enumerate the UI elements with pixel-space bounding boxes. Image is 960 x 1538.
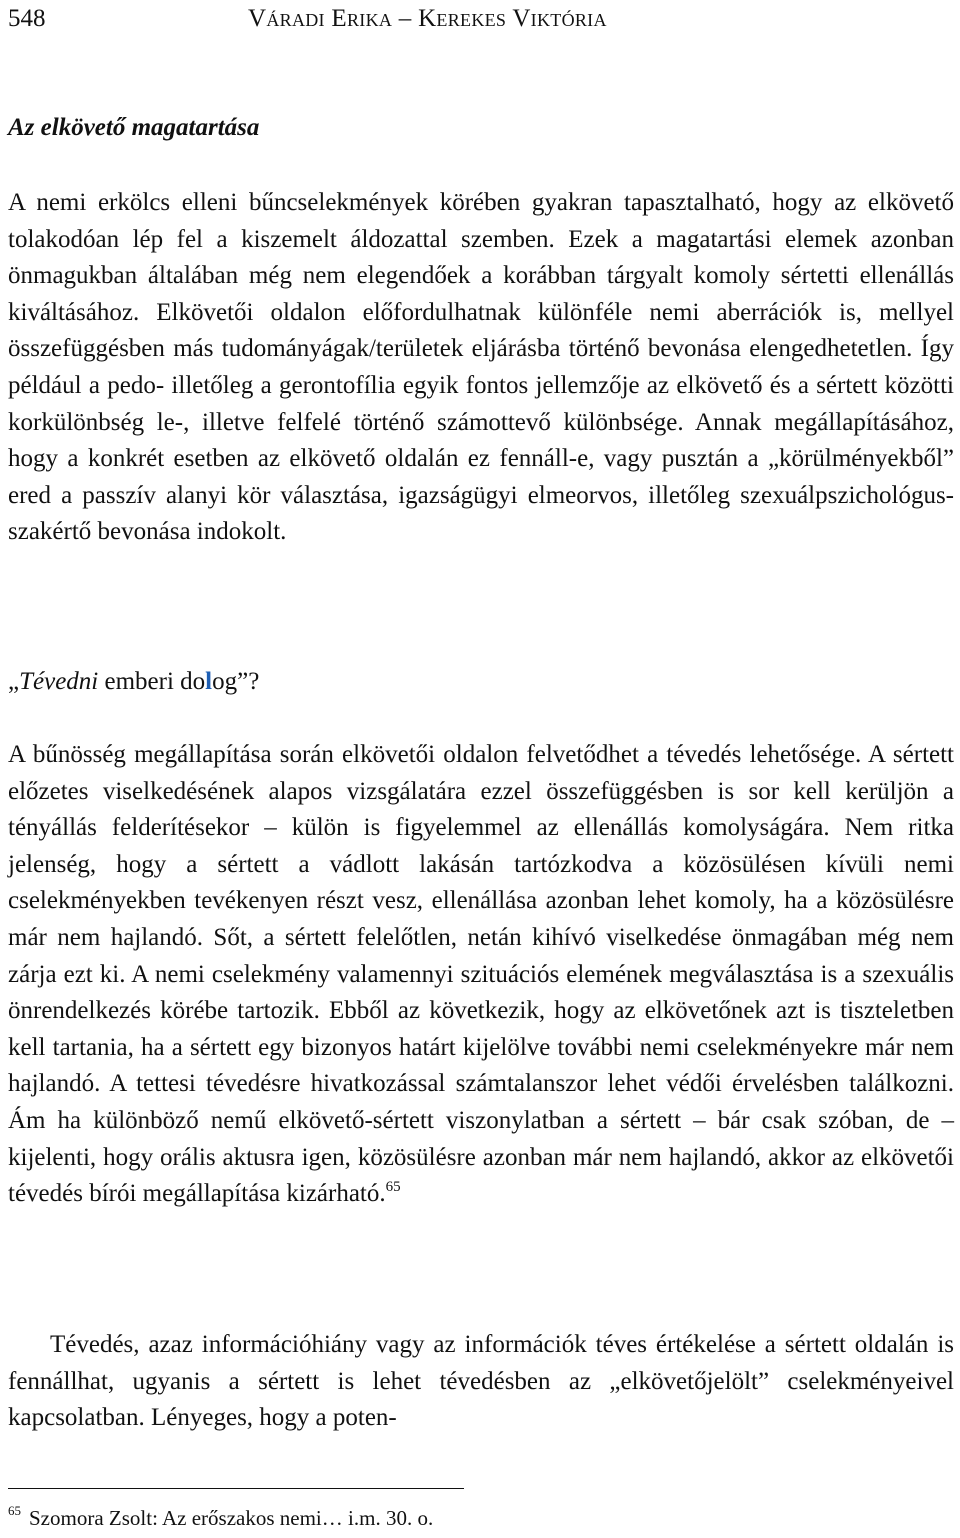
footnote-divider (8, 1488, 464, 1489)
body-paragraph (8, 737, 954, 1213)
heading-open-quote: „ (8, 668, 20, 695)
heading-italic-word: Tévedni (19, 668, 99, 695)
section-heading-2 (8, 664, 259, 700)
footnote-text: Szomora Zsolt: Az erőszakos nemi… i.m. 30. o. (29, 1506, 434, 1530)
page-number: 548 (8, 5, 46, 32)
section-heading: Az elkövető magatartása (8, 114, 260, 141)
footnote (8, 1503, 433, 1533)
heading-text: emberi do (98, 668, 206, 695)
footnote-number: 65 (8, 1503, 21, 1518)
body-paragraph: A nemi erkölcs elleni bűncselekmények körében gyakran tapasztalható, hogy az elkövető tolakodóan lép fel a kiszemelt áldozattal szemben. Ezek a magatartási elemek azonban önmagukban általában még nem elegendőek a korábban tárgyalt komoly sértetti ellenállás kiváltásához. Elkövetői oldalon előfordulhatnak különféle nemi aberrációk is, mellyel összefüggésben más tudományágak/területek eljárásba történő bevonása elengedhetetlen. Így például a pedo- illetőleg a gerontofília egyik fontos jellemzője az elkövető és a sértett közötti korkülönbség le-, illetve felfelé történő számottevő különbsége. Annak megállapításához, hogy a konkrét esetben az elkövető oldalán ez fennáll-e, vagy pusztán a „körülményekből” ered a passzív alanyi kör választása, igazságügyi elmeorvos, illetőleg szexuálpszichológus-szakértő bevonása indokolt. (8, 189, 954, 546)
running-header (8, 2, 954, 36)
body-paragraph: Tévedés, azaz információhiány vagy az információk téves értékelése a sértett oldalán is fennállhat, ugyanis a sértett is lehet tévedésben az „elkövetőjelölt” cselekményeivel kapcsolatban. Lényeges, hogy a poten- (8, 1331, 954, 1432)
paragraph-text: A bűnösség megállapítása során elkövetői oldalon felvetődhet a tévedés lehetősége. A sértett előzetes viselkedésének alapos vizsgálatára ezzel összefüggésben is sor kell kerüljön a tényállás felderítésekor – külön is figyelemmel az ellenállás komolyságára. Nem ritka jelenség, hogy a sértett a vádlott lakásán tartózkodva a közösülésen kívüli nemi cselekményekben tevékenyen részt vesz, ellenállása azonban lehet komoly, ha a közösülésre már nem hajlandó. Sőt, a sértett felelőtlen, netán kihívó viselkedése önmagában még nem zárja ezt ki. A nemi cselekmény valamennyi szituációs elemének megválasztása is a szexuális önrendelkezés körébe tartozik. Ebből az következik, hogy az elkövetőnek azt is tiszteletben kell tartania, ha a sértett egy bizonyos határt kijelölve további nemi cselekményekre már nem hajlandó. A tettesi tévedésre hivatkozással számtalanszor lehet védői érvelésben találkozni. Ám ha különböző nemű elkövető-sértett viszonylatban a sértett – bár csak szóban, de – kijelenti, hogy orális aktusra igen, közösülésre azonban már nem hajlandó, akkor az elkövetői tévedés bírói megállapítása kizárható. (8, 741, 954, 1208)
footnote-reference[interactable]: 65 (385, 1179, 401, 1196)
heading-text-end: og”? (212, 668, 260, 695)
heading-accent-letter: l (205, 668, 213, 695)
header-authors: Váradi Erika – Kerekes Viktória (248, 5, 607, 32)
